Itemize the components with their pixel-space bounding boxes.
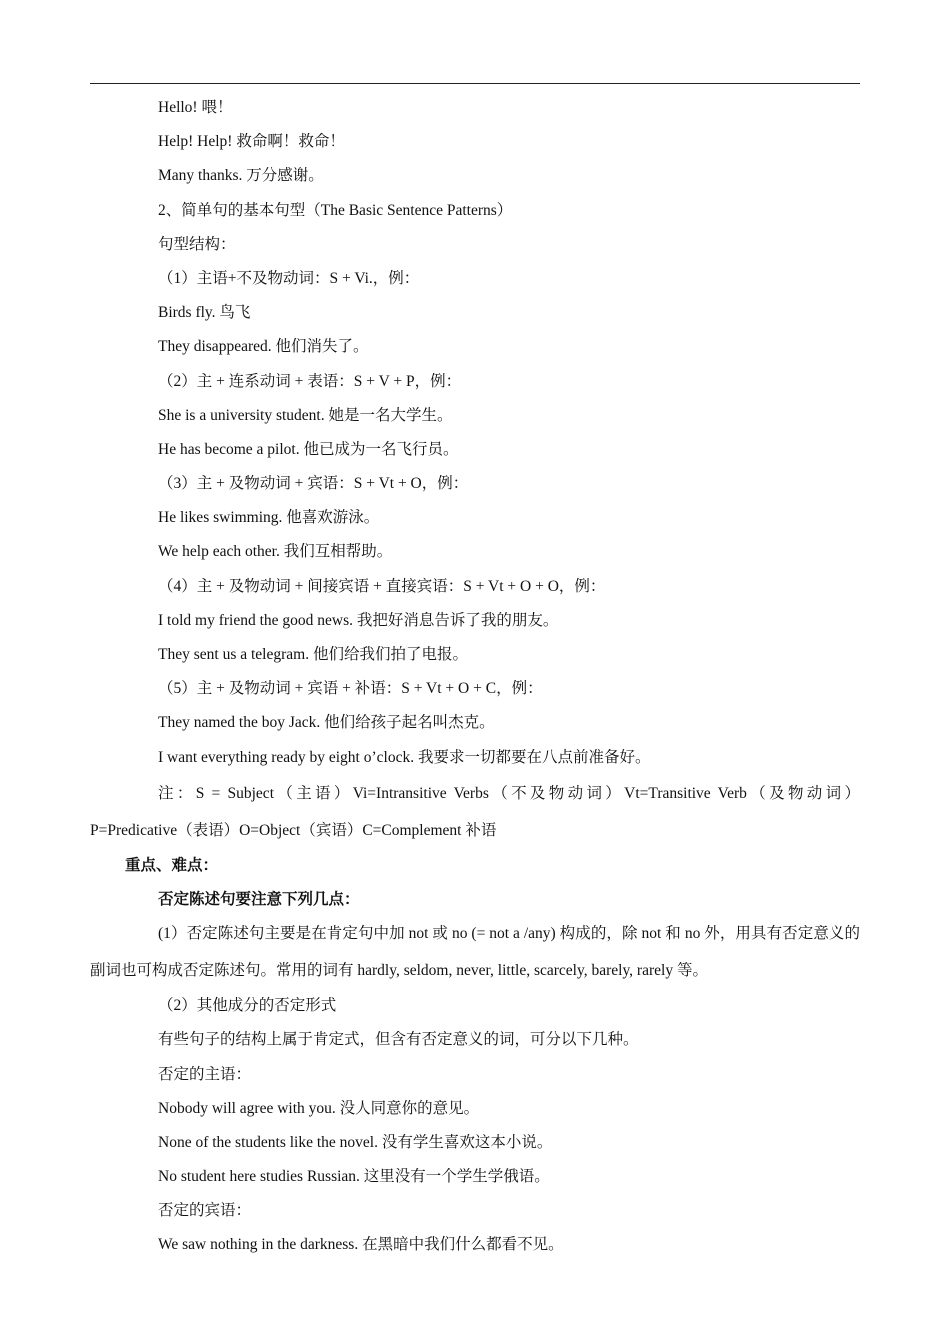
text-line: 否定的宾语： <box>158 1202 252 1220</box>
example-line: Help! Help! 救命啊！救命！ <box>158 133 345 151</box>
example-line: We help each other. 我们互相帮助。 <box>158 543 393 561</box>
example-line: He has become a pilot. 他已成为一名飞行员。 <box>158 440 459 458</box>
example-line: We saw nothing in the darkness. 在黑暗中我们什么都看不见。 <box>158 1236 564 1254</box>
example-line: Nobody will agree with you. 没人同意你的意见。 <box>158 1099 480 1117</box>
example-line: Hello! 喂！ <box>158 99 233 116</box>
pattern-line: （3）主 + 及物动词 + 宾语：S + Vt + O，例： <box>158 475 469 493</box>
text-line: 否定的主语： <box>158 1065 252 1083</box>
section-heading: 2、简单句的基本句型（The Basic Sentence Patterns） <box>158 201 513 219</box>
example-line: No student here studies Russian. 这里没有一个学生学俄语。 <box>158 1168 550 1186</box>
document-body <box>90 91 860 1263</box>
negative-statement-heading: 否定陈述句要注意下列几点： <box>158 890 360 908</box>
note-paragraph: 注：S = Subject（主语）Vi=Intransitive Verbs（不及物动词）Vt=Transitive Verb（及物动词）P=Predicative（表语）O=Object（宾语）C=Complement 补语 <box>90 784 860 839</box>
example-line: Many thanks. 万分感谢。 <box>158 167 324 185</box>
example-line: I want everything ready by eight o’clock. 我要求一切都要在八点前准备好。 <box>158 748 651 766</box>
negative-paragraph: (1）否定陈述句主要是在肯定句中加 not 或 no (= not a /any) 构成的，除 not 和 no 外，用具有否定意义的副词也可构成否定陈述句。常用的词有 hardly, seldom, never, little, scarcely, barely, rarely 等。 <box>90 925 860 980</box>
example-line: She is a university student. 她是一名大学生。 <box>158 406 453 424</box>
subsection-heading: （2）其他成分的否定形式 <box>158 997 337 1015</box>
pattern-line: （2）主 + 连系动词 + 表语：S + V + P，例： <box>158 372 462 390</box>
key-points-heading: 重点、难点： <box>125 856 219 874</box>
example-line: He likes swimming. 他喜欢游泳。 <box>158 509 380 527</box>
text-line: 句型结构： <box>158 235 236 253</box>
example-line: They disappeared. 他们消失了。 <box>158 338 369 356</box>
pattern-line: （4）主 + 及物动词 + 间接宾语 + 直接宾语：S + Vt + O + O，例： <box>158 577 606 595</box>
example-line: I told my friend the good news. 我把好消息告诉了我的朋友。 <box>158 611 559 629</box>
example-line: None of the students like the novel. 没有学生喜欢这本小说。 <box>158 1133 553 1151</box>
example-line: They named the boy Jack. 他们给孩子起名叫杰克。 <box>158 714 495 732</box>
example-line: Birds fly. 鸟飞 <box>158 304 251 322</box>
header-rule <box>90 83 860 84</box>
example-line: They sent us a telegram. 他们给我们拍了电报。 <box>158 646 468 663</box>
text-line: 有些句子的结构上属于肯定式，但含有否定意义的词，可分以下几种。 <box>158 1031 639 1049</box>
pattern-line: （5）主 + 及物动词 + 宾语 + 补语：S + Vt + O + C，例： <box>158 680 543 698</box>
pattern-line: （1）主语+不及物动词：S + Vi.，例： <box>158 269 420 287</box>
